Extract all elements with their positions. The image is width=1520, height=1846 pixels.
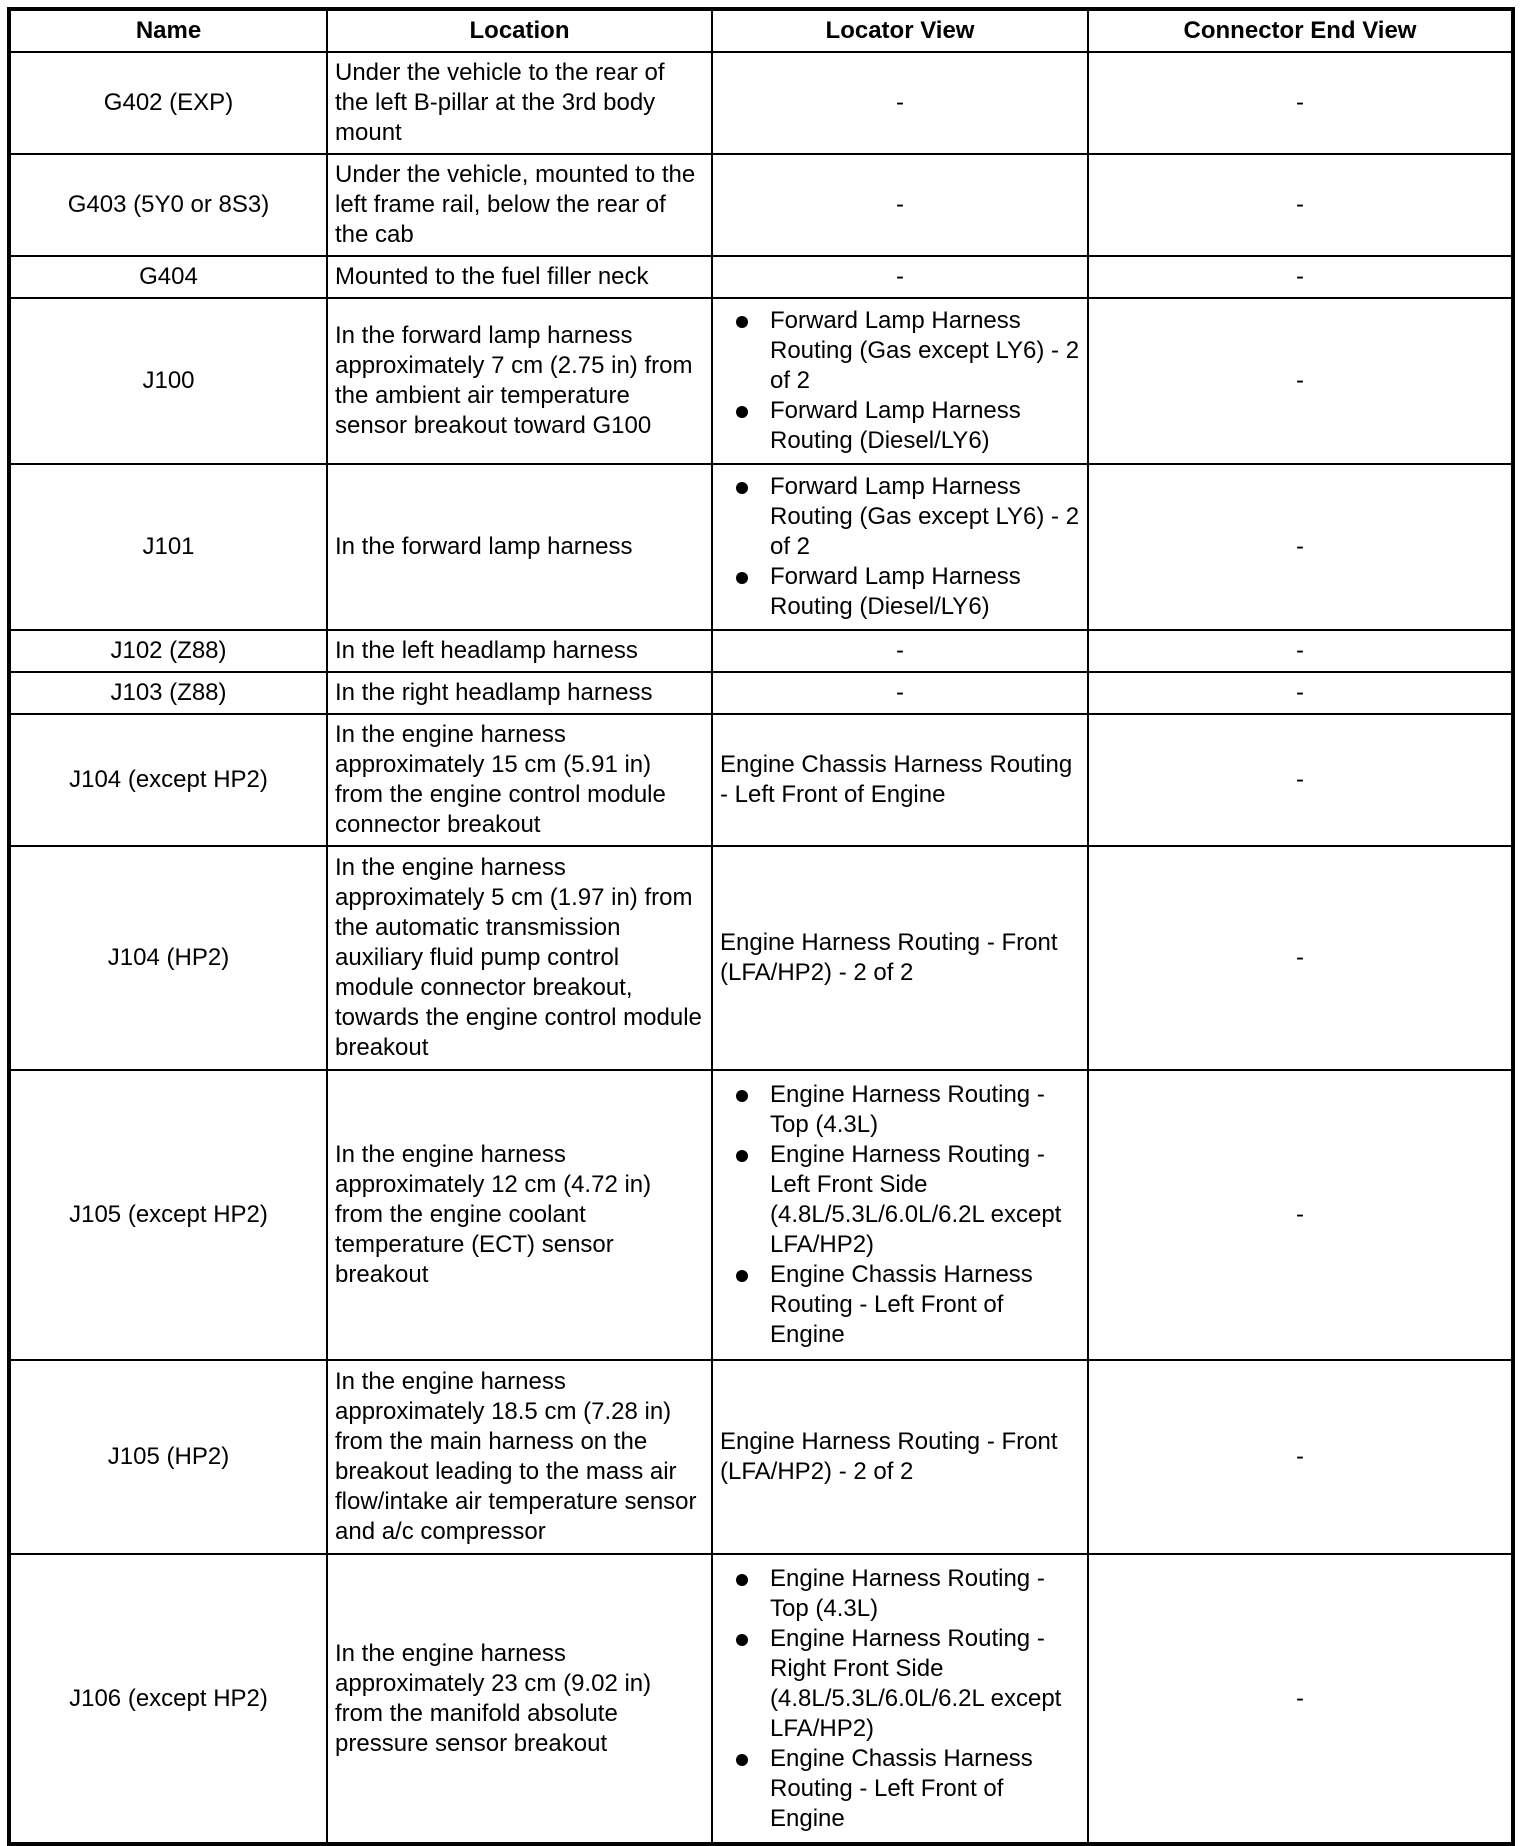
cell-name: J102 (Z88) — [9, 630, 327, 672]
cell-location: In the engine harness approximately 5 cm (1.97 in) from the automatic transmission auxiliary fluid pump control module connector breakout, towards the engine control module breakout — [327, 846, 712, 1070]
table-row — [9, 714, 1513, 846]
cell-name: J104 (HP2) — [9, 846, 327, 1070]
table-row — [9, 1070, 1513, 1360]
cell-name: J101 — [9, 464, 327, 630]
cell-name: G404 — [9, 256, 327, 298]
cell-connector-end-view: - — [1088, 154, 1513, 256]
cell-location: In the engine harness approximately 23 cm (9.02 in) from the manifold absolute pressure sensor breakout — [327, 1554, 712, 1844]
table-row — [9, 630, 1513, 672]
cell-locator-view — [712, 298, 1088, 464]
cell-connector-end-view: - — [1088, 52, 1513, 154]
cell-connector-end-view: - — [1088, 630, 1513, 672]
cell-locator-view: - — [712, 672, 1088, 714]
connector-location-table — [7, 7, 1515, 1846]
cell-locator-view: Engine Harness Routing - Front (LFA/HP2) - 2 of 2 — [712, 1360, 1088, 1554]
cell-name: J105 (except HP2) — [9, 1070, 327, 1360]
cell-name: J100 — [9, 298, 327, 464]
locator-view-item: Engine Chassis Harness Routing - Left Front of Engine — [770, 1260, 1080, 1350]
locator-view-item: Engine Chassis Harness Routing - Left Front of Engine — [770, 1744, 1080, 1834]
locator-view-list — [720, 1564, 1080, 1834]
cell-location: In the engine harness approximately 15 cm (5.91 in) from the engine control module connector breakout — [327, 714, 712, 846]
cell-name: J106 (except HP2) — [9, 1554, 327, 1844]
locator-view-list — [720, 472, 1080, 622]
locator-view-item: Forward Lamp Harness Routing (Diesel/LY6) — [770, 396, 1080, 456]
header-location: Location — [327, 9, 712, 52]
cell-location: In the forward lamp harness approximately 7 cm (2.75 in) from the ambient air temperature sensor breakout toward G100 — [327, 298, 712, 464]
table-header-row — [9, 9, 1513, 52]
locator-view-list — [720, 1080, 1080, 1350]
cell-locator-view: - — [712, 630, 1088, 672]
table-row — [9, 1554, 1513, 1844]
cell-location: Under the vehicle, mounted to the left frame rail, below the rear of the cab — [327, 154, 712, 256]
header-name: Name — [9, 9, 327, 52]
cell-connector-end-view: - — [1088, 714, 1513, 846]
table-row — [9, 846, 1513, 1070]
cell-name: G403 (5Y0 or 8S3) — [9, 154, 327, 256]
cell-name: J105 (HP2) — [9, 1360, 327, 1554]
cell-connector-end-view: - — [1088, 464, 1513, 630]
locator-view-item: Engine Harness Routing - Top (4.3L) — [770, 1564, 1080, 1624]
locator-view-item: Engine Harness Routing - Top (4.3L) — [770, 1080, 1080, 1140]
cell-name: J103 (Z88) — [9, 672, 327, 714]
locator-view-item: Forward Lamp Harness Routing (Diesel/LY6) — [770, 562, 1080, 622]
cell-connector-end-view: - — [1088, 1360, 1513, 1554]
table-row — [9, 298, 1513, 464]
cell-name: J104 (except HP2) — [9, 714, 327, 846]
cell-connector-end-view: - — [1088, 256, 1513, 298]
cell-locator-view: Engine Chassis Harness Routing - Left Front of Engine — [712, 714, 1088, 846]
cell-location: In the left headlamp harness — [327, 630, 712, 672]
header-connector-end-view: Connector End View — [1088, 9, 1513, 52]
cell-connector-end-view: - — [1088, 672, 1513, 714]
cell-connector-end-view: - — [1088, 846, 1513, 1070]
cell-location: In the right headlamp harness — [327, 672, 712, 714]
cell-locator-view — [712, 1070, 1088, 1360]
cell-location: Under the vehicle to the rear of the left B-pillar at the 3rd body mount — [327, 52, 712, 154]
table-row — [9, 256, 1513, 298]
locator-view-item: Forward Lamp Harness Routing (Gas except LY6) - 2 of 2 — [770, 473, 1080, 560]
cell-name: G402 (EXP) — [9, 52, 327, 154]
cell-location: Mounted to the fuel filler neck — [327, 256, 712, 298]
table-row — [9, 1360, 1513, 1554]
cell-location: In the engine harness approximately 12 cm (4.72 in) from the engine coolant temperature (ECT) sensor breakout — [327, 1070, 712, 1360]
header-locator-view: Locator View — [712, 9, 1088, 52]
locator-view-item: Forward Lamp Harness Routing (Gas except LY6) - 2 of 2 — [770, 307, 1080, 394]
cell-locator-view — [712, 464, 1088, 630]
table-row — [9, 464, 1513, 630]
cell-connector-end-view: - — [1088, 298, 1513, 464]
cell-locator-view: - — [712, 154, 1088, 256]
cell-location: In the forward lamp harness — [327, 464, 712, 630]
cell-location: In the engine harness approximately 18.5 cm (7.28 in) from the main harness on the breakout leading to the mass air flow/intake air temperature sensor and a/c compressor — [327, 1360, 712, 1554]
locator-view-item: Engine Harness Routing - Right Front Side (4.8L/5.3L/6.0L/6.2L except LFA/HP2) — [770, 1624, 1080, 1744]
cell-locator-view — [712, 1554, 1088, 1844]
cell-locator-view: - — [712, 256, 1088, 298]
table-row — [9, 52, 1513, 154]
cell-connector-end-view: - — [1088, 1554, 1513, 1844]
cell-locator-view: Engine Harness Routing - Front (LFA/HP2) - 2 of 2 — [712, 846, 1088, 1070]
table-row — [9, 154, 1513, 256]
cell-connector-end-view: - — [1088, 1070, 1513, 1360]
locator-view-item: Engine Harness Routing - Left Front Side (4.8L/5.3L/6.0L/6.2L except LFA/HP2) — [770, 1140, 1080, 1260]
locator-view-list — [720, 306, 1080, 456]
table-row — [9, 672, 1513, 714]
cell-locator-view: - — [712, 52, 1088, 154]
